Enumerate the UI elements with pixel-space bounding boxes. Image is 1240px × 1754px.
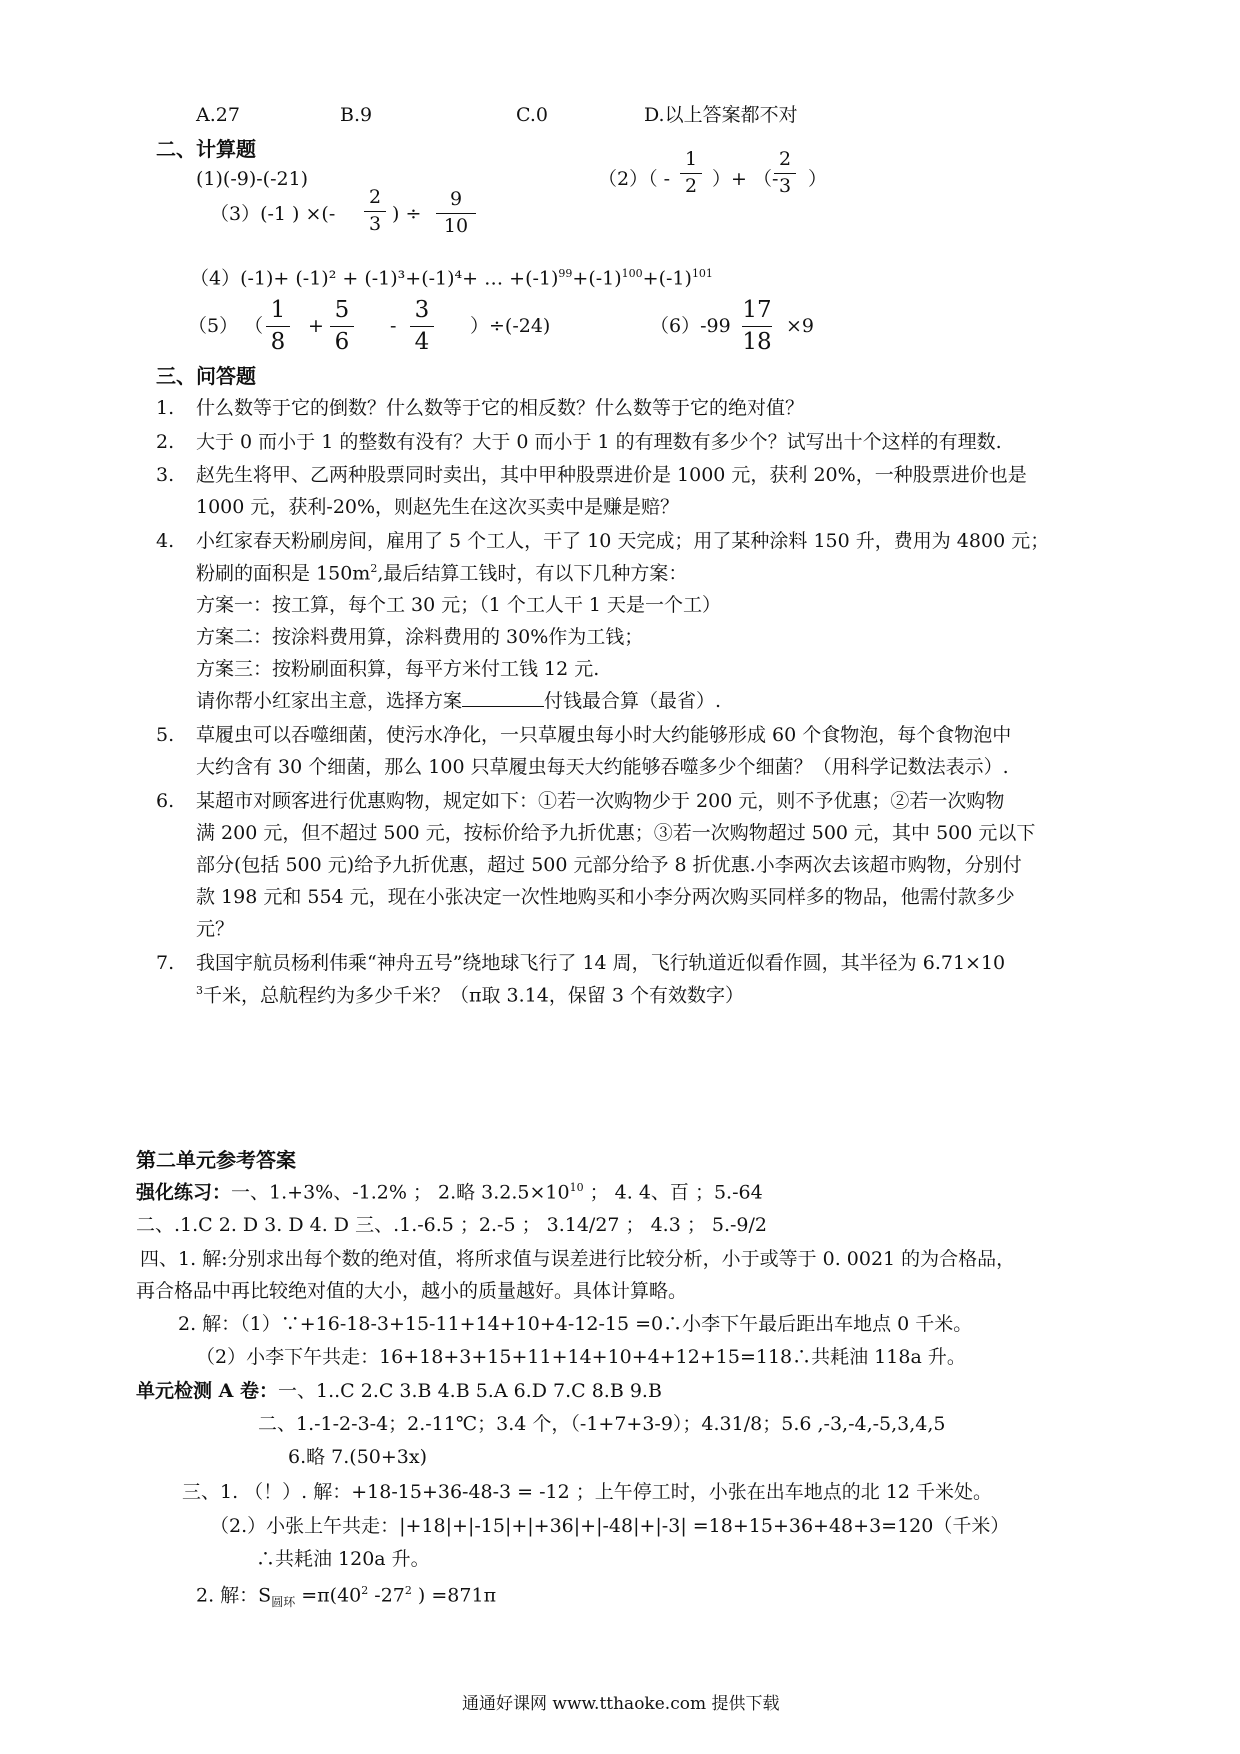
qa-text-4e: 方案三：按粉刷面积算，每平方米付工钱 12 元. bbox=[196, 658, 600, 680]
qa-text-4f: 请你帮小红家出主意，选择方案 付钱最合算（最省）. bbox=[196, 690, 722, 712]
qa-text-6b: 满 200 元，但不超过 500 元，按标价给予九折优惠；③若一次购物超过 500 元，其中 500 元以下 bbox=[196, 822, 1036, 844]
answers-line-2: 二、.1.C 2. D 3. D 4. D 三、.1.-6.5 ；2.-5 ； 3.14/27 ； 4.3 ； 5.-9/2 bbox=[136, 1214, 768, 1236]
calc-q5-end: ）÷(-24) bbox=[470, 315, 551, 337]
qa-text-4a: 小红家春天粉刷房间，雇用了 5 个工人，干了 10 天完成；用了某种涂料 150 升，费用为 4800 元； bbox=[196, 530, 1050, 552]
calc-q2-fraction-2: 2 3 bbox=[774, 148, 796, 199]
answers-line-6: （2）小李下午共走：16+18+3+15+11+14+10+4+12+15=118∴共耗油 118a 升。 bbox=[196, 1346, 966, 1368]
calc-q5-prefix: （5） （ bbox=[188, 315, 264, 337]
answers-line-12: ∴共耗油 120a 升。 bbox=[256, 1548, 430, 1570]
qa-text-7a: 我国宇航员杨利伟乘“神舟五号”绕地球飞行了 14 周，飞行轨道近似看作圆，其半径为 6.71×10 bbox=[196, 952, 1006, 974]
calc-q3-prefix: （3）(-1 ) ×(- bbox=[210, 203, 336, 225]
calc-q3-fraction-1: 2 3 bbox=[364, 186, 386, 237]
page-footer: 通通好课网 www.tthaoke.com 提供下载 bbox=[462, 1694, 780, 1714]
choice-a: A.27 bbox=[196, 104, 240, 126]
qa-num-3: 3. bbox=[156, 464, 175, 486]
answers-line-10: 三、1. （！）. 解：+18-15+36-48-3 = -12 ；上午停工时，小张在出车地点的北 12 千米处。 bbox=[182, 1481, 993, 1503]
answers-title: 第二单元参考答案 bbox=[136, 1148, 296, 1172]
qa-text-3b: 1000 元，获利-20%，则赵先生在这次买卖中是赚是赔？ bbox=[196, 496, 680, 518]
qa-text-3a: 赵先生将甲、乙两种股票同时卖出，其中甲种股票进价是 1000 元，获利 20%，一种股票进价也是 bbox=[196, 464, 1027, 486]
qa-text-4c: 方案一：按工算，每个工 30 元；（1 个工人干 1 天是一个工） bbox=[196, 594, 722, 616]
calc-q1: (1)(-9)-(-21) bbox=[196, 168, 309, 190]
calc-q5-minus: - bbox=[390, 315, 397, 337]
qa-text-5b: 大约含有 30 个细菌，那么 100 只草履虫每天大约能够吞噬多少个细菌？（用科学记数法表示）. bbox=[196, 756, 1009, 778]
answers-line-9: 6.略 7.(50+3x) bbox=[288, 1446, 428, 1468]
calc-q6-prefix: （6）-99 bbox=[650, 315, 731, 337]
answers-line-3: 四、1. 解:分别求出每个数的绝对值，将所求值与误差进行比较分析，小于或等于 0. 0021 的为合格品， bbox=[140, 1248, 1016, 1270]
calc-q2-fraction-1: 1 2 bbox=[680, 148, 702, 199]
calc-q6-fraction: 17 18 bbox=[742, 297, 772, 355]
choice-c: C.0 bbox=[516, 104, 548, 126]
choice-d: D.以上答案都不对 bbox=[644, 104, 798, 126]
calc-q2-end: ） bbox=[808, 168, 828, 190]
qa-text-2: 大于 0 而小于 1 的整数有没有？大于 0 而小于 1 的有理数有多少个？试写出十个这样的有理数. bbox=[196, 431, 1002, 453]
qa-text-5a: 草履虫可以吞噬细菌，使污水净化，一只草履虫每小时大约能够形成 60 个食物泡，每个食物泡中 bbox=[196, 724, 1012, 746]
calc-q6-end: ×9 bbox=[786, 315, 815, 337]
section-calc-title: 二、计算题 bbox=[156, 137, 256, 161]
calc-q5-fraction-2: 5 6 bbox=[330, 296, 354, 357]
answers-line-7: 单元检测 A 卷：一、1..C 2.C 3.B 4.B 5.A 6.D 7.C 8.B 9.B bbox=[136, 1380, 662, 1402]
calc-q3-fraction-2: 9 10 bbox=[436, 188, 476, 239]
qa-num-1: 1. bbox=[156, 397, 175, 419]
answers-line-13: 2. 解：$S_{圆环} =\pi(40^2$ $-27^2$ ) =871π bbox=[196, 1584, 497, 1610]
qa-num-4: 4. bbox=[156, 530, 175, 552]
qa-text-6a: 某超市对顾客进行优惠购物，规定如下：①若一次购物少于 200 元，则不予优惠；②若一次购物 bbox=[196, 790, 1005, 812]
qa-text-6c: 部分(包括 500 元)给予九折优惠，超过 500 元部分给予 8 折优惠.小李两次去该超市购物，分别付 bbox=[196, 854, 1022, 876]
calc-q3-mid: ) ÷ bbox=[392, 203, 422, 225]
answers-line-5: 2. 解：（1）∵+16-18-3+15-11+14+10+4-12-15 =0∴小李下午最后距出车地点 0 千米。 bbox=[178, 1313, 973, 1335]
answers-line-11: （2.）小张上午共走：|+18|+|-15|+|+36|+|-48|+|-3| =18+15+36+48+3=120（千米） bbox=[210, 1515, 1010, 1537]
calc-q5-fraction-1: 1 8 bbox=[266, 296, 290, 357]
answers-line-1: 强化练习：一、1.+3%、-1.2% ； 2.略 $3.2.5\times 10^{10}$ ； 4. 4、百 ；5.-64 bbox=[136, 1181, 763, 1204]
qa-num-6: 6. bbox=[156, 790, 175, 812]
qa-num-7: 7. bbox=[156, 952, 175, 974]
section-qa-title: 三、问答题 bbox=[156, 364, 256, 388]
calc-q5-plus: + bbox=[308, 315, 324, 337]
qa-text-4d: 方案二：按涂料费用算，涂料费用的 30%作为工钱； bbox=[196, 626, 644, 648]
calc-q4: （4）(-1)+ (-1)² + (-1)³+(-1)⁴+ … $+(-1)^{99}+(-1)^{100}+(-1)^{101}$ bbox=[190, 267, 713, 290]
answer-blank bbox=[462, 690, 544, 707]
answers-line-8: 二、1.-1-2-3-4；2.-11℃；3.4 个，（-1+7+3-9）；4.31/8；5.6 ,-3,-4,-5,3,4,5 bbox=[258, 1413, 946, 1435]
qa-text-7b: $^3$千米，总航程约为多少千米？（π取 3.14，保留 3 个有效数字） bbox=[196, 984, 745, 1007]
qa-num-5: 5. bbox=[156, 724, 175, 746]
calc-q2-prefix: （2）（ - bbox=[598, 168, 671, 190]
qa-text-6d: 款 198 元和 554 元，现在小张决定一次性地购买和小李分两次购买同样多的物品，他需付款多少 bbox=[196, 886, 1015, 908]
qa-text-6e: 元？ bbox=[196, 918, 235, 940]
qa-text-4b: 粉刷的面积是 $150m^2$,最后结算工钱时，有以下几种方案： bbox=[196, 562, 688, 585]
qa-num-2: 2. bbox=[156, 431, 175, 453]
choice-b: B.9 bbox=[340, 104, 373, 126]
calc-q5-fraction-3: 3 4 bbox=[410, 296, 434, 357]
qa-text-1: 什么数等于它的倒数？什么数等于它的相反数？什么数等于它的绝对值？ bbox=[196, 397, 805, 419]
answers-line-4: 再合格品中再比较绝对值的大小，越小的质量越好。具体计算略。 bbox=[136, 1280, 688, 1302]
calc-q2-mid: ）+ （- bbox=[712, 168, 779, 190]
